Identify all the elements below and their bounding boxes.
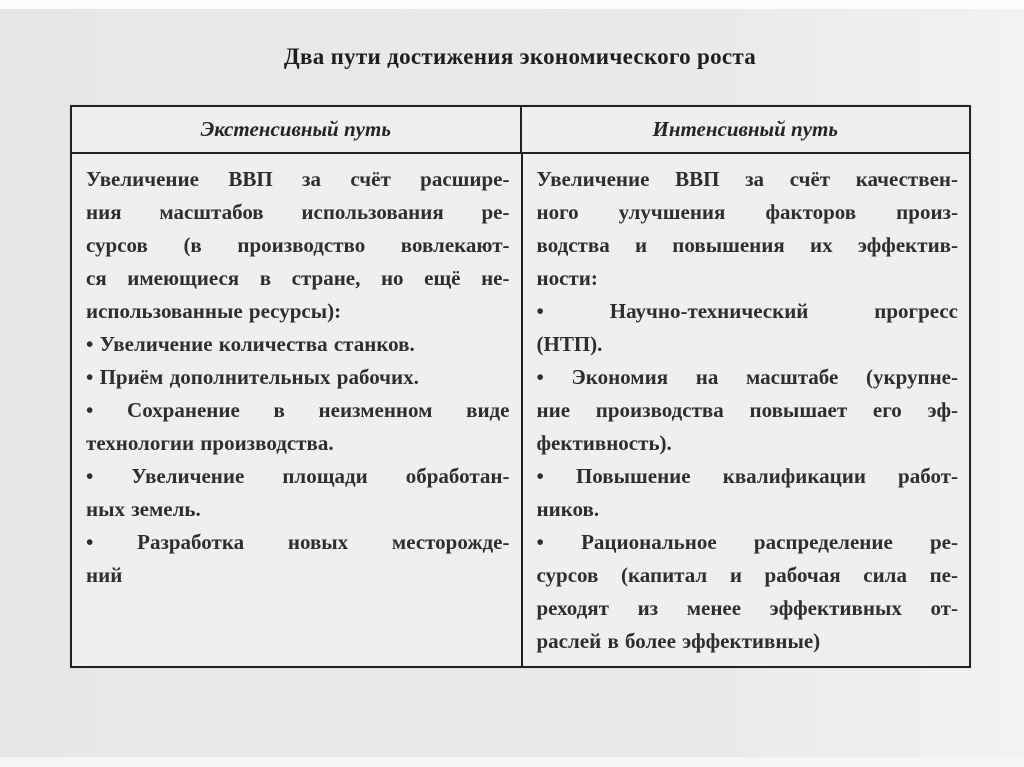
text-block	[86, 163, 510, 328]
text-block	[86, 526, 510, 592]
text-block	[537, 361, 959, 460]
column-header-intensive: Интенсивный путь	[520, 107, 970, 152]
text-line: • Научно-технический прогресс	[536, 299, 958, 323]
text-line: ного улучшения факторов произ-	[536, 200, 958, 224]
text-line: сурсов (капитал и рабочая сила пе-	[536, 563, 958, 587]
text-line: технологии производства.	[86, 431, 334, 455]
bottom-edge-strip	[0, 757, 1024, 767]
text-line: реходят из менее эффективных от-	[536, 596, 958, 620]
table-header-row	[72, 107, 969, 154]
text-line: ся имеющиеся в стране, но ещё не-	[86, 266, 510, 290]
top-edge-strip	[0, 0, 1024, 9]
text-line: • Приём дополнительных рабочих.	[86, 365, 419, 389]
text-line: фективность).	[536, 431, 672, 455]
text-line: • Разработка новых месторожде-	[86, 530, 510, 554]
text-line: Увеличение ВВП за счёт качествен-	[536, 167, 958, 191]
text-line: ния масштабов использования ре-	[86, 200, 510, 224]
text-line: Увеличение ВВП за счёт расшире-	[86, 167, 510, 191]
page-title: Два пути достижения экономического роста	[283, 44, 757, 69]
column-header-extensive: Экстенсивный путь	[200, 117, 391, 141]
text-line: • Сохранение в неизменном виде	[86, 398, 510, 422]
text-line: • Повышение квалификации работ-	[536, 464, 958, 488]
text-block	[537, 295, 959, 361]
table-body-row	[72, 154, 969, 666]
text-line: ников.	[536, 497, 600, 521]
text-line: (НТП).	[536, 332, 603, 356]
comparison-table	[70, 105, 971, 668]
text-line: ние производства повышает его эф-	[536, 398, 958, 422]
extensive-cell	[72, 154, 521, 666]
text-line: ных земель.	[86, 497, 201, 521]
intensive-cell	[521, 154, 970, 666]
text-line: водства и повышения их эффектив-	[536, 233, 958, 257]
text-block	[537, 163, 959, 295]
text-line: раслей в более эффективные)	[536, 629, 821, 653]
text-line: сурсов (в производство вовлекают-	[86, 233, 510, 257]
text-line: • Увеличение количества станков.	[86, 332, 415, 356]
text-line: использованные ресурсы):	[86, 299, 342, 323]
text-line: • Рациональное распределение ре-	[536, 530, 958, 554]
text-block	[537, 526, 959, 658]
text-line: ности:	[536, 266, 598, 290]
text-line: • Экономия на масштабе (укрупне-	[536, 365, 958, 389]
text-block	[537, 460, 959, 526]
text-block	[86, 328, 510, 361]
text-block	[86, 460, 510, 526]
text-block	[86, 361, 510, 394]
text-line: ний	[86, 563, 123, 587]
text-line: • Увеличение площади обработан-	[86, 464, 510, 488]
text-block	[86, 394, 510, 460]
